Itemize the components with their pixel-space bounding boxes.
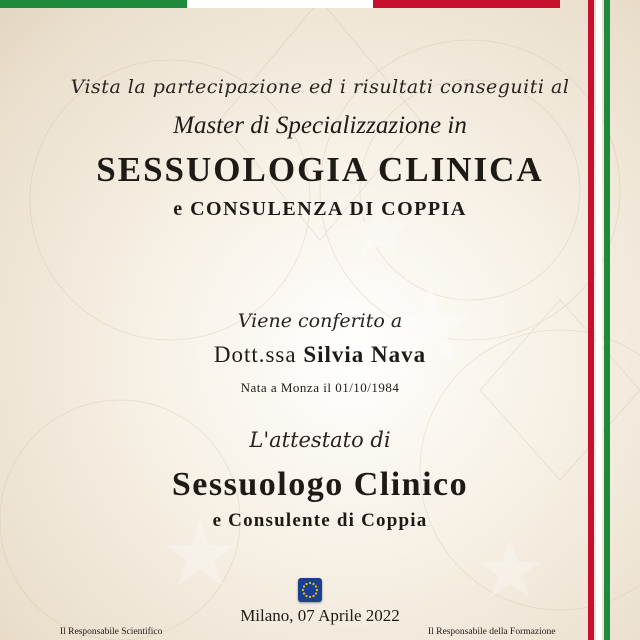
recipient-prefix: Dott.ssa xyxy=(213,342,297,367)
qualification-title: Sessuologo Clinico xyxy=(171,466,469,503)
course-title: SESSUOLOGIA CLINICA xyxy=(96,150,544,189)
issue-date: Milano, 07 Aprile 2022 xyxy=(240,606,400,625)
course-type: Master di Specializzazione in xyxy=(173,112,467,139)
attestation-label: L'attestato di xyxy=(249,428,391,452)
italian-flag-top-border xyxy=(0,0,560,8)
course-subtitle: e CONSULENZA DI COPPIA xyxy=(173,198,467,220)
recipient-name: Silvia Nava xyxy=(303,342,427,367)
recipient xyxy=(0,342,640,368)
qualification-subtitle: e Consulente di Coppia xyxy=(212,510,428,531)
signature-label-training: Il Responsabile della Formazione xyxy=(428,627,556,637)
intro-text: Vista la partecipazione ed i risultati conseguiti al xyxy=(70,76,570,98)
eu-flag-icon xyxy=(298,578,322,602)
conferred-text: Viene conferito a xyxy=(237,310,403,332)
signature-label-scientific: Il Responsabile Scientifico xyxy=(60,627,163,637)
birth-info: Nata a Monza il 01/10/1984 xyxy=(240,380,400,395)
